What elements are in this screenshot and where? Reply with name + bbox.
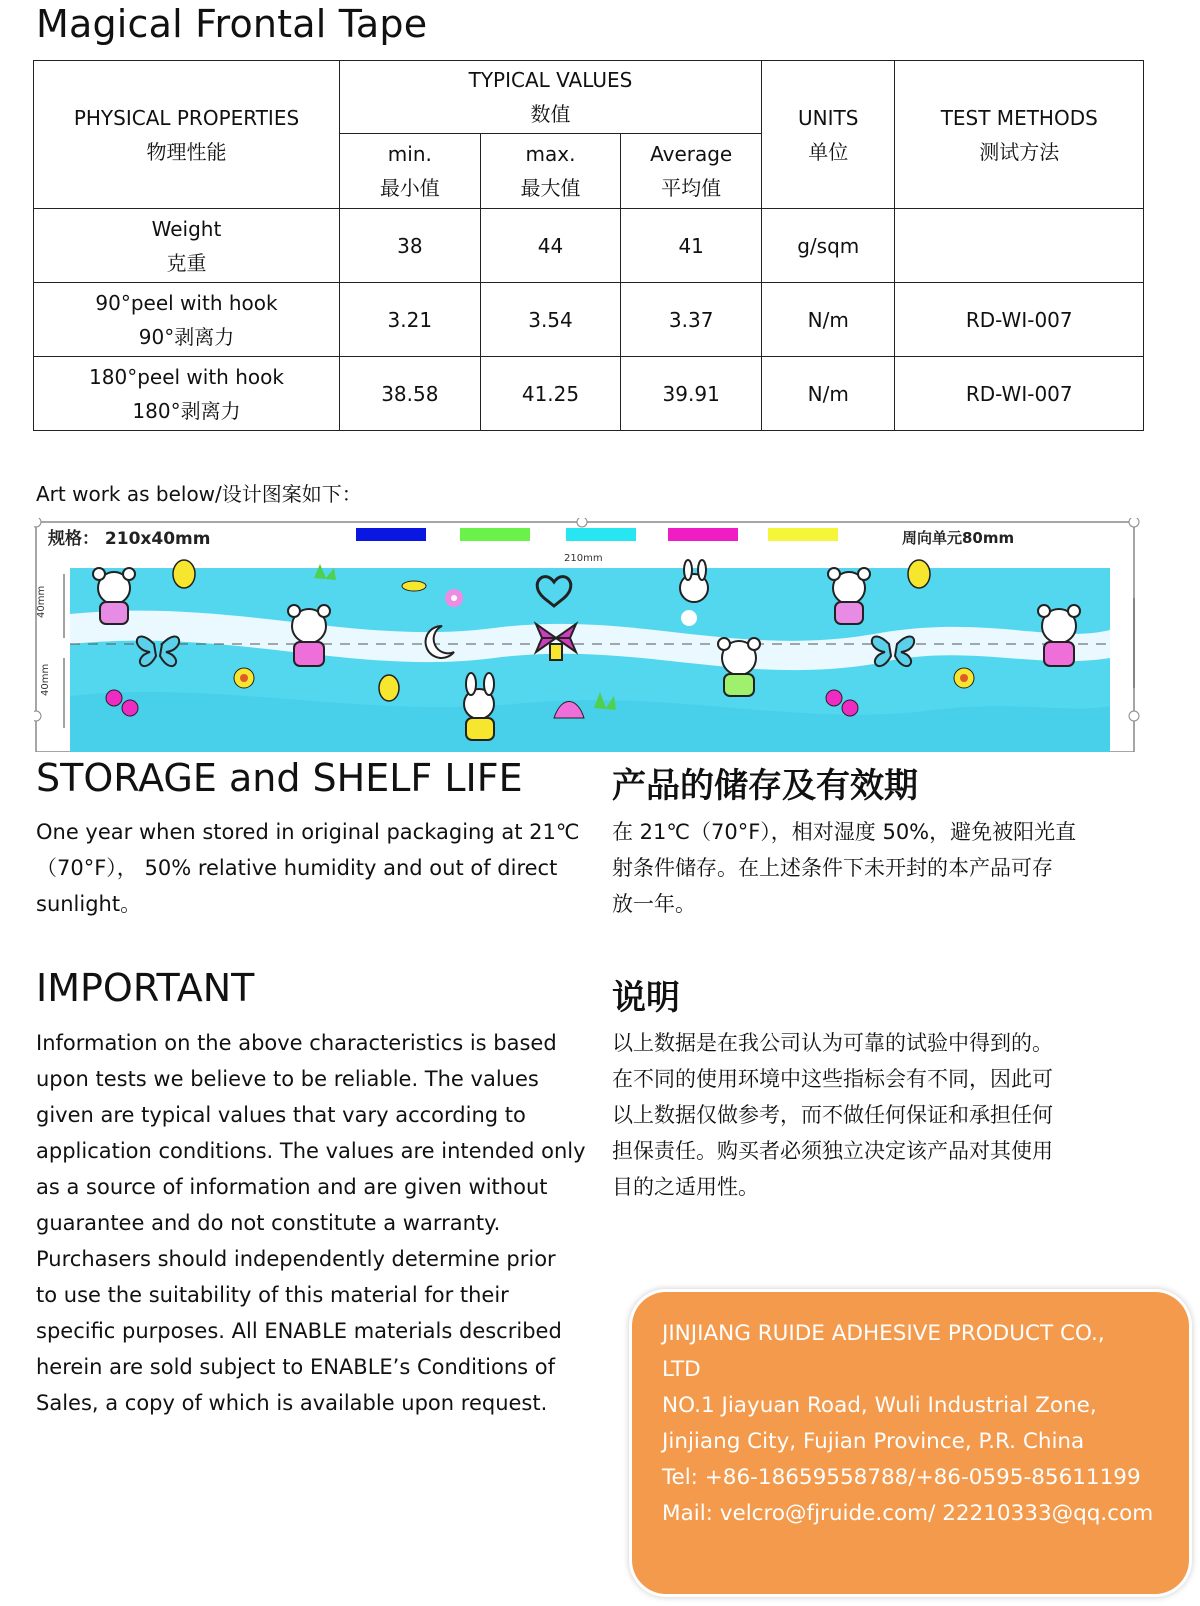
company-phone: Tel: +86-18659558788/+86-0595-85611199 (662, 1465, 1141, 1490)
swatch-blue (356, 528, 426, 541)
artwork-height-mark: 40mm (40, 663, 51, 696)
artwork-label: Art work as below/设计图案如下： (36, 482, 362, 506)
swatch-green (460, 528, 530, 541)
property-name: 90°peel with hook 90°剥离力 (34, 283, 340, 357)
table-row (34, 209, 1144, 283)
min-value: 3.21 (339, 283, 480, 357)
header-units: UNITS 单位 (762, 61, 895, 209)
storage-title-cn: 产品的储存及有效期 (612, 766, 918, 806)
min-value: 38.58 (339, 357, 480, 431)
properties-table (33, 60, 1144, 431)
table-row (34, 283, 1144, 357)
storage-text-en: One year when stored in original packaging at 21℃ （70°F）， 50% relative humidity and out of direct sunlight。 (36, 820, 580, 916)
artwork-width-mark: 210mm (564, 553, 603, 564)
average-value: 41 (621, 209, 762, 283)
unit-value: N/m (762, 357, 895, 431)
important-text-en: Information on the above characteristics is based upon tests we believe to be reliable. The values given are typical values that vary according to application conditions. The values are intended only as a source of information and are given without guarantee and do not constitute a warranty. Purchasers should independently determine prior to use the suitability of this material for their specific purposes. All ENABLE materials described herein are sold subject to ENABLE’s Conditions of Sales, a copy of which is available upon request. (36, 1031, 586, 1415)
test-method: RD-WI-007 (895, 283, 1144, 357)
unit-value: N/m (762, 283, 895, 357)
max-value: 44 (480, 209, 621, 283)
storage-text-cn: 在 21℃（70°F），相对湿度 50%，避免被阳光直 射条件储存。在上述条件下未开封的本产品可存 放一年。 (612, 820, 1077, 916)
company-address-cont: Jinjiang City, Fujian Province, P.R. China (662, 1429, 1085, 1454)
company-contact-box (632, 1292, 1189, 1594)
average-value: 3.37 (621, 283, 762, 357)
artwork-height-mark: 40mm (36, 585, 47, 618)
storage-title-en: STORAGE and SHELF LIFE (36, 756, 523, 800)
test-method: RD-WI-007 (895, 357, 1144, 431)
swatch-yellow (768, 528, 838, 541)
artwork-image (34, 518, 1170, 752)
company-name-cont: LTD (662, 1357, 701, 1382)
property-name: 180°peel with hook 180°剥离力 (34, 357, 340, 431)
table-header-row (34, 61, 1144, 134)
table-row (34, 357, 1144, 431)
header-min: min. 最小值 (339, 134, 480, 209)
header-max: max. 最大值 (480, 134, 621, 209)
artwork-spec-text: 规格： 210x40mm (48, 529, 211, 549)
header-physical-properties: PHYSICAL PROPERTIES 物理性能 (34, 61, 340, 209)
test-method (895, 209, 1144, 283)
page-title: Magical Frontal Tape (36, 2, 428, 46)
header-typical-values: TYPICAL VALUES 数值 (339, 61, 761, 134)
company-name: JINJIANG RUIDE ADHESIVE PRODUCT CO., (662, 1321, 1105, 1346)
min-value: 38 (339, 209, 480, 283)
header-test-methods: TEST METHODS 测试方法 (895, 61, 1144, 209)
company-email: Mail: velcro@fjruide.com/ 22210333@qq.com (662, 1501, 1154, 1526)
max-value: 3.54 (480, 283, 621, 357)
important-title-en: IMPORTANT (36, 966, 255, 1010)
swatch-magenta (668, 528, 738, 541)
important-title-cn: 说明 (612, 978, 680, 1018)
property-name: Weight 克重 (34, 209, 340, 283)
swatch-cyan (566, 528, 636, 541)
max-value: 41.25 (480, 357, 621, 431)
average-value: 39.91 (621, 357, 762, 431)
header-average: Average 平均值 (621, 134, 762, 209)
artwork-repeat-text: 周向单元80mm (902, 529, 1015, 547)
company-address: NO.1 Jiayuan Road, Wuli Industrial Zone, (662, 1393, 1097, 1418)
important-text-cn: 以上数据是在我公司认为可靠的试验中得到的。 在不同的使用环境中这些指标会有不同，因此可 以上数据仅做参考，而不做任何保证和承担任何 担保责任。购买者必须独立决定该产品对其使用 目的之适用性。 (612, 1031, 1053, 1199)
unit-value: g/sqm (762, 209, 895, 283)
